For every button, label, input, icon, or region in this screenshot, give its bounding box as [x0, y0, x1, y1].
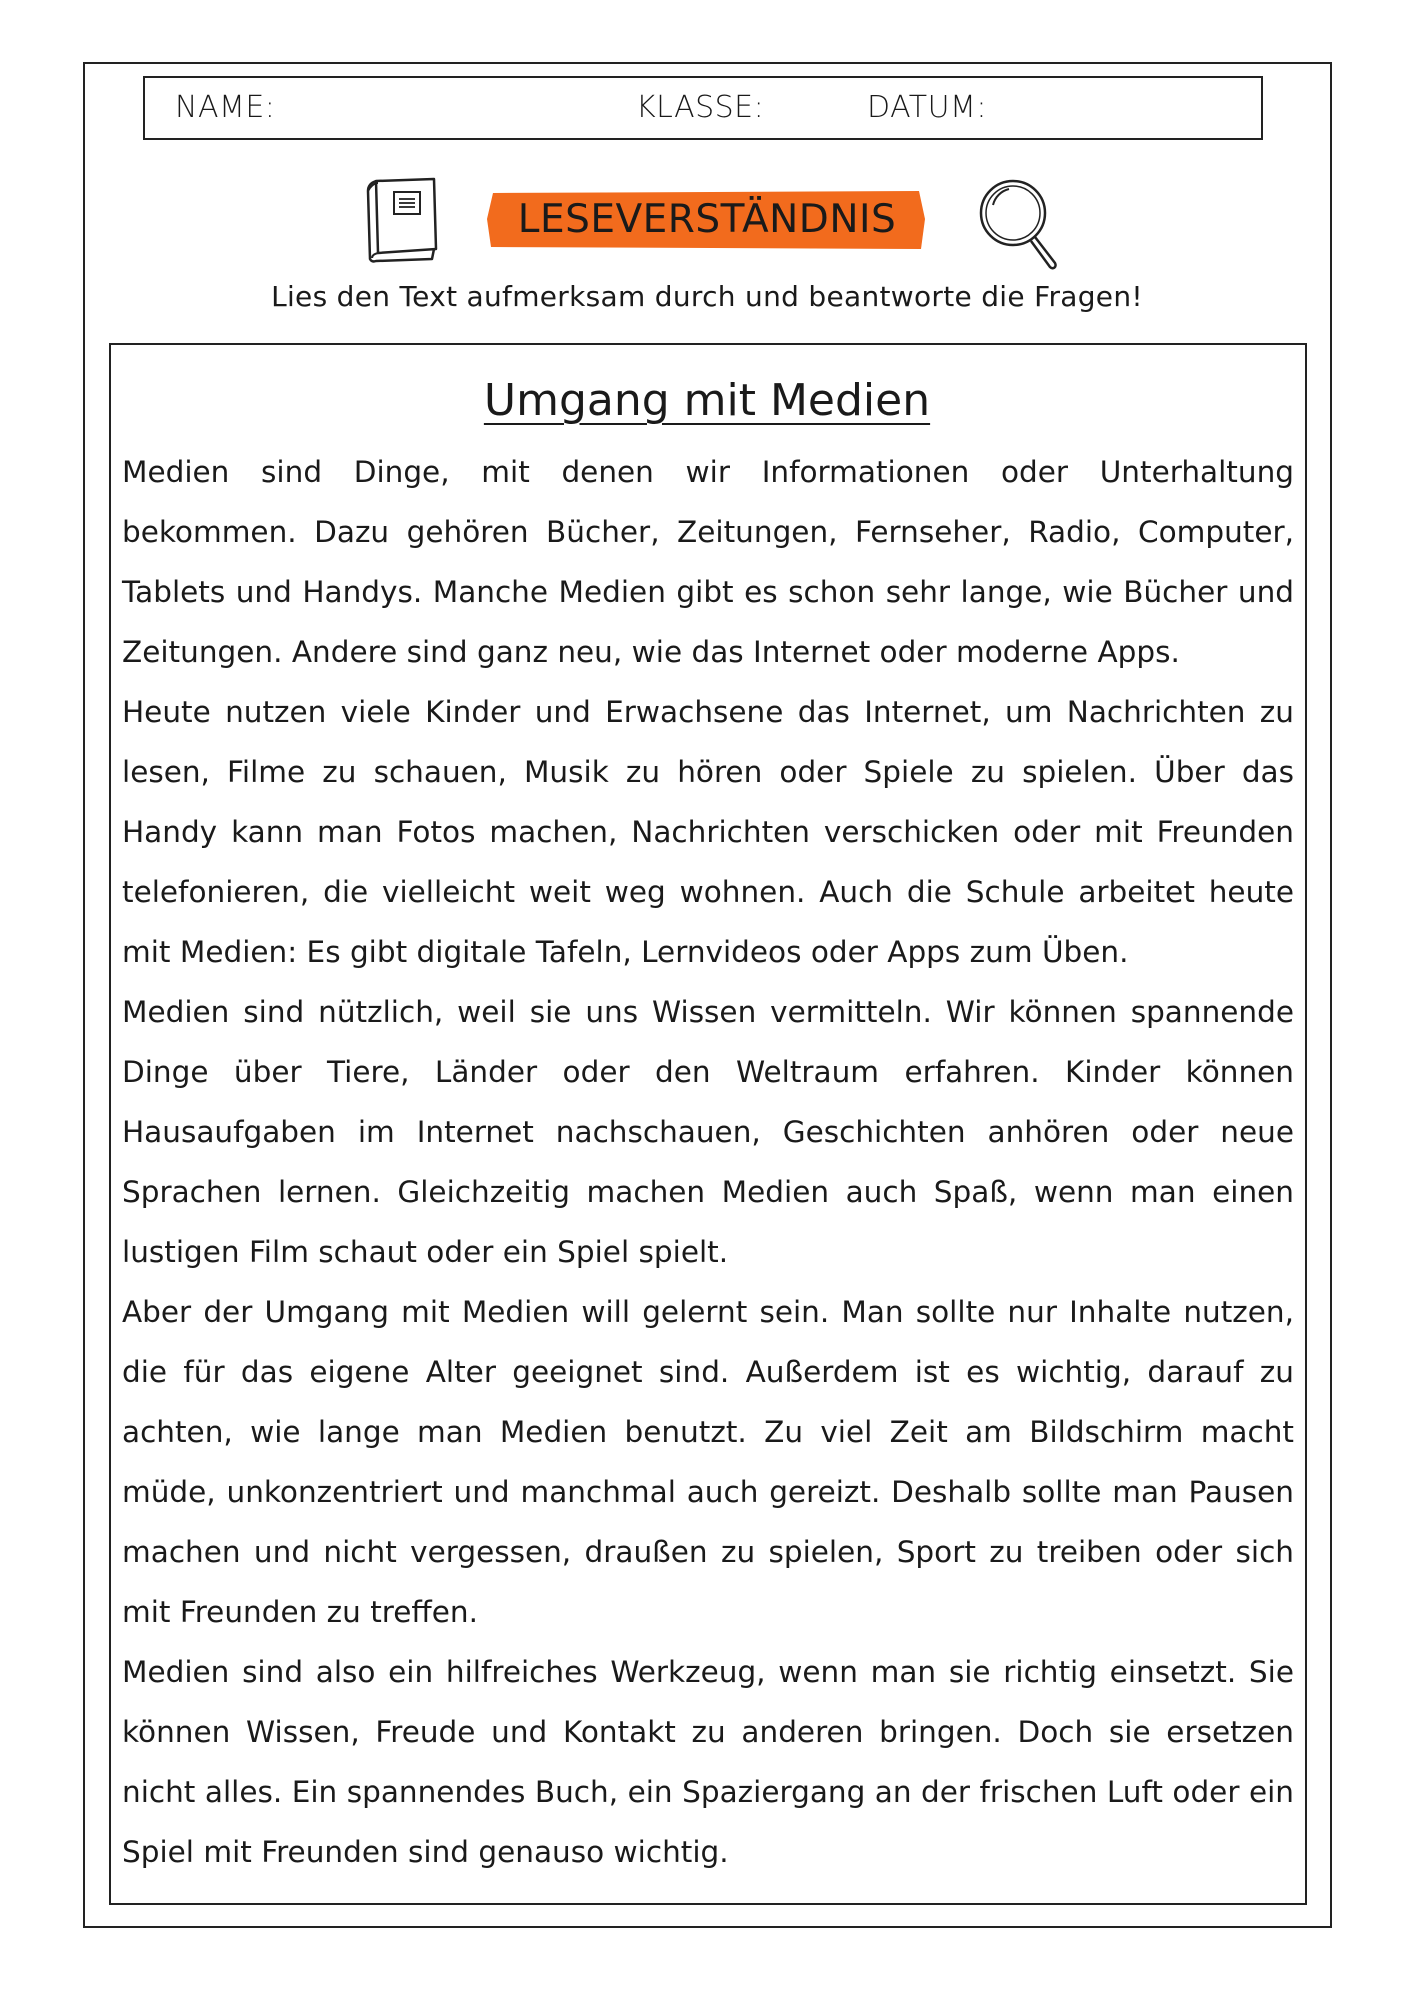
magnifier-icon: [975, 175, 1065, 275]
article-paragraph: Medien sind Dinge, mit denen wir Informationen oder Unterhaltung bekommen. Dazu gehören Bücher, Zeitungen, Fernseher, Radio, Computer, Tablets und Handys. Manche Medien gibt es schon sehr lange, wie Bücher und Zeitungen. Andere sind ganz neu, wie das Internet oder moderne Apps.: [122, 455, 1294, 669]
name-label: NAME:: [175, 90, 276, 125]
book-icon: [362, 175, 442, 265]
article-paragraph: Medien sind also ein hilfreiches Werkzeug, wenn man sie richtig einsetzt. Sie können Wissen, Freude und Kontakt zu anderen bringen. Doch sie ersetzen nicht alles. Ein spannendes Buch, ein Spaziergang an der frischen Luft oder ein Spiel mit Freunden sind genauso wichtig.: [122, 1655, 1294, 1869]
article-paragraph: Aber der Umgang mit Medien will gelernt sein. Man sollte nur Inhalte nutzen, die für das eigene Alter geeignet sind. Außerdem ist es wichtig, darauf zu achten, wie lange man Medien benutzt. Zu viel Zeit am Bildschirm macht müde, unkonzentriert und manchmal auch gereizt. Deshalb sollte man Pausen machen und nicht vergessen, draußen zu spielen, Sport zu treiben oder sich mit Freunden zu treffen.: [122, 1295, 1294, 1629]
student-info-box: [143, 76, 1263, 140]
article-paragraph: Medien sind nützlich, weil sie uns Wissen vermitteln. Wir können spannende Dinge über Tiere, Länder oder den Weltraum erfahren. Kinder können Hausaufgaben im Internet nachschauen, Geschichten anhören oder neue Sprachen lernen. Gleichzeitig machen Medien auch Spaß, wenn man einen lustigen Film schaut oder ein Spiel spielt.: [122, 995, 1294, 1269]
title-row: [0, 175, 1414, 275]
banner-title: LESEVERSTÄNDNIS: [517, 197, 897, 242]
date-label: DATUM:: [867, 90, 988, 125]
article-title: Umgang mit Medien: [483, 375, 931, 426]
article-body: [122, 442, 1294, 1882]
instruction-text: Lies den Text aufmerksam durch und beantworte die Fragen!: [271, 280, 1143, 313]
class-label: KLASSE:: [636, 90, 765, 125]
banner: [487, 189, 927, 251]
article-paragraph: Heute nutzen viele Kinder und Erwachsene das Internet, um Nachrichten zu lesen, Filme zu schauen, Musik zu hören oder Spiele zu spielen. Über das Handy kann man Fotos machen, Nachrichten verschicken oder mit Freunden telefonieren, die vielleicht weit weg wohnen. Auch die Schule arbeitet heute mit Medien: Es gibt digitale Tafeln, Lernvideos oder Apps zum Üben.: [122, 695, 1294, 969]
